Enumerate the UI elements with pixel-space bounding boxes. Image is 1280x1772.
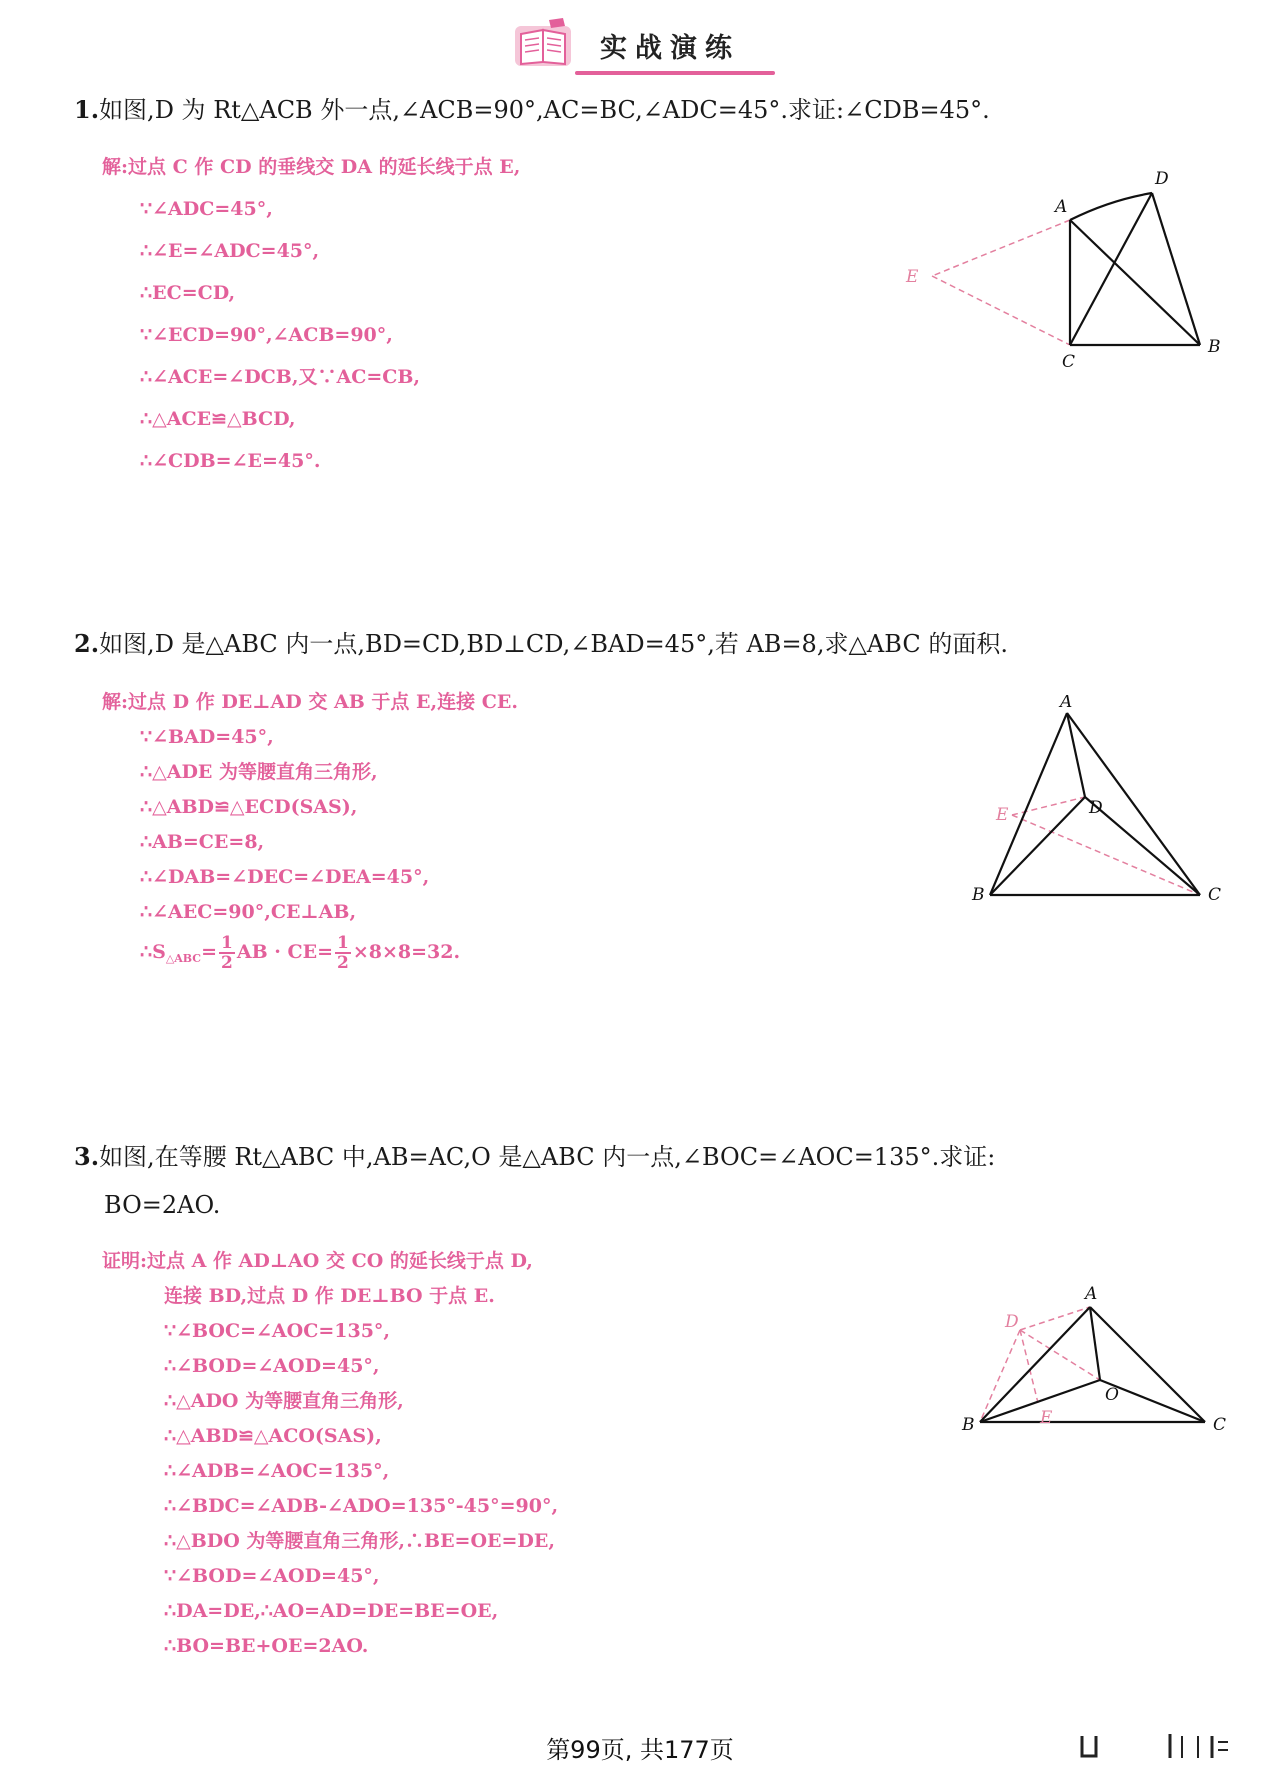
label-e: E: [996, 805, 1009, 825]
solution-line: ∵∠BOD=∠AOD=45°,: [164, 1565, 380, 1587]
solution-1: [102, 155, 802, 475]
label-b: B: [962, 1415, 975, 1435]
solution-line: ∵∠BAD=45°,: [140, 726, 274, 748]
solution-line: ∴△BDO 为等腰直角三角形,∴BE=OE=DE,: [164, 1530, 556, 1552]
dashed-line-de: [1020, 1330, 1038, 1403]
fraction: $\frac{1}{2}$: [221, 933, 233, 973]
figure-2: [960, 695, 1240, 915]
fraction: $\frac{1}{2}$: [337, 933, 349, 973]
solution-line: ∵∠BOC=∠AOC=135°,: [164, 1320, 391, 1342]
label-d: D: [1005, 1312, 1019, 1332]
problem-number: 3.: [74, 1142, 100, 1171]
problem-number: 1.: [74, 95, 100, 124]
problem-1: [74, 93, 990, 127]
figure-3: [950, 1285, 1240, 1435]
problem-text: 如图,D 是△ABC 内一点,BD=CD,BD⊥CD,∠BAD=45°,若 AB=8,求△ABC 的面积.: [99, 630, 1008, 658]
label-c: C: [1213, 1415, 1227, 1435]
solution-line: 连接 BD,过点 D 作 DE⊥BO 于点 E.: [164, 1285, 495, 1307]
label-d: D: [1089, 798, 1103, 818]
solution-3: [102, 1249, 822, 1669]
label-a: A: [1085, 1285, 1098, 1304]
label-e: E: [1040, 1408, 1053, 1428]
edge-marks-icon: [1060, 1730, 1240, 1764]
solution-line: 证明:过点 A 作 AD⊥AO 交 CO 的延长线于点 D,: [102, 1250, 533, 1272]
title-underline: [575, 71, 775, 75]
section-title: 实战演练: [600, 33, 740, 64]
page-indicator: 第99页, 共177页: [546, 1736, 734, 1764]
problem-text: 如图,在等腰 Rt△ABC 中,AB=AC,O 是△ABC 内一点,∠BOC=∠AOC=135°.求证:: [99, 1143, 996, 1171]
dashed-line-ae: [932, 220, 1070, 276]
label-b: B: [972, 885, 985, 905]
label-a: A: [1055, 197, 1068, 217]
label-e: E: [906, 267, 919, 287]
label-c: C: [1208, 885, 1222, 905]
line-dc: [1070, 193, 1152, 345]
book-icon: [513, 16, 573, 70]
line-ac: [1067, 713, 1200, 895]
label-a: A: [1060, 695, 1073, 712]
solution-line: ∴EC=CD,: [140, 282, 236, 304]
solution-line: ∴∠E=∠ADC=45°,: [140, 240, 320, 262]
solution-line: 解:过点 D 作 DE⊥AD 交 AB 于点 E,连接 CE.: [102, 691, 518, 713]
solution-line: ∴∠ADB=∠AOC=135°,: [164, 1460, 390, 1482]
solution-line: ∴∠BDC=∠ADB-∠ADO=135°-45°=90°,: [164, 1495, 559, 1517]
label-b: B: [1208, 337, 1221, 357]
dashed-line-ed: [1012, 797, 1085, 815]
label-c: C: [1062, 352, 1076, 372]
line-ab: [980, 1307, 1090, 1422]
solution-line: ∴DA=DE,∴AO=AD=DE=BE=OE,: [164, 1600, 499, 1622]
solution-line: ∴∠DAB=∠DEC=∠DEA=45°,: [140, 866, 430, 888]
solution-line: ∴△ABD≌△ECD(SAS),: [140, 796, 358, 818]
problem-text: 如图,D 为 Rt△ACB 外一点,∠ACB=90°,AC=BC,∠ADC=45°.求证:∠CDB=45°.: [99, 96, 990, 124]
solution-line: ∴AB=CE=8,: [140, 831, 265, 853]
problem-2: [74, 627, 1008, 661]
solution-line: ∴△ABD≌△ACO(SAS),: [164, 1425, 382, 1447]
figure-1: [880, 160, 1230, 380]
problem-3-line-2: BO=2AO.: [104, 1191, 221, 1219]
dashed-line-db: [980, 1330, 1020, 1422]
solution-line: ∴∠ACE=∠DCB,又∵AC=CB,: [140, 366, 421, 388]
solution-line: ∴∠AEC=90°,CE⊥AB,: [140, 901, 357, 923]
solution-line: ∴△ADE 为等腰直角三角形,: [140, 761, 378, 783]
problem-number: 2.: [74, 629, 100, 658]
problem-3: [74, 1140, 995, 1174]
solution-line: ∴BO=BE+OE=2AO.: [164, 1635, 369, 1657]
solution-line: ∵∠ECD=90°,∠ACB=90°,: [140, 324, 393, 346]
line-ao: [1090, 1307, 1100, 1380]
solution-line: ∴∠CDB=∠E=45°.: [140, 450, 321, 472]
dashed-line-ec: [932, 276, 1070, 345]
solution-2: [102, 690, 802, 1010]
solution-line: ∴∠BOD=∠AOD=45°,: [164, 1355, 380, 1377]
solution-line: ∴△ACE≌△BCD,: [140, 408, 296, 430]
solution-line: ∴△ADO 为等腰直角三角形,: [164, 1390, 404, 1412]
area-formula: $\therefore S_{\triangle ABC}=$ $\frac{1}{2}$ AB · CE= $\frac{1}{2}$ ×8×8=32.: [140, 933, 461, 973]
label-o: O: [1105, 1385, 1119, 1405]
label-d: D: [1155, 169, 1169, 189]
solution-line: 解:过点 C 作 CD 的垂线交 DA 的延长线于点 E,: [102, 156, 521, 178]
solution-line: ∵∠ADC=45°,: [140, 198, 273, 220]
